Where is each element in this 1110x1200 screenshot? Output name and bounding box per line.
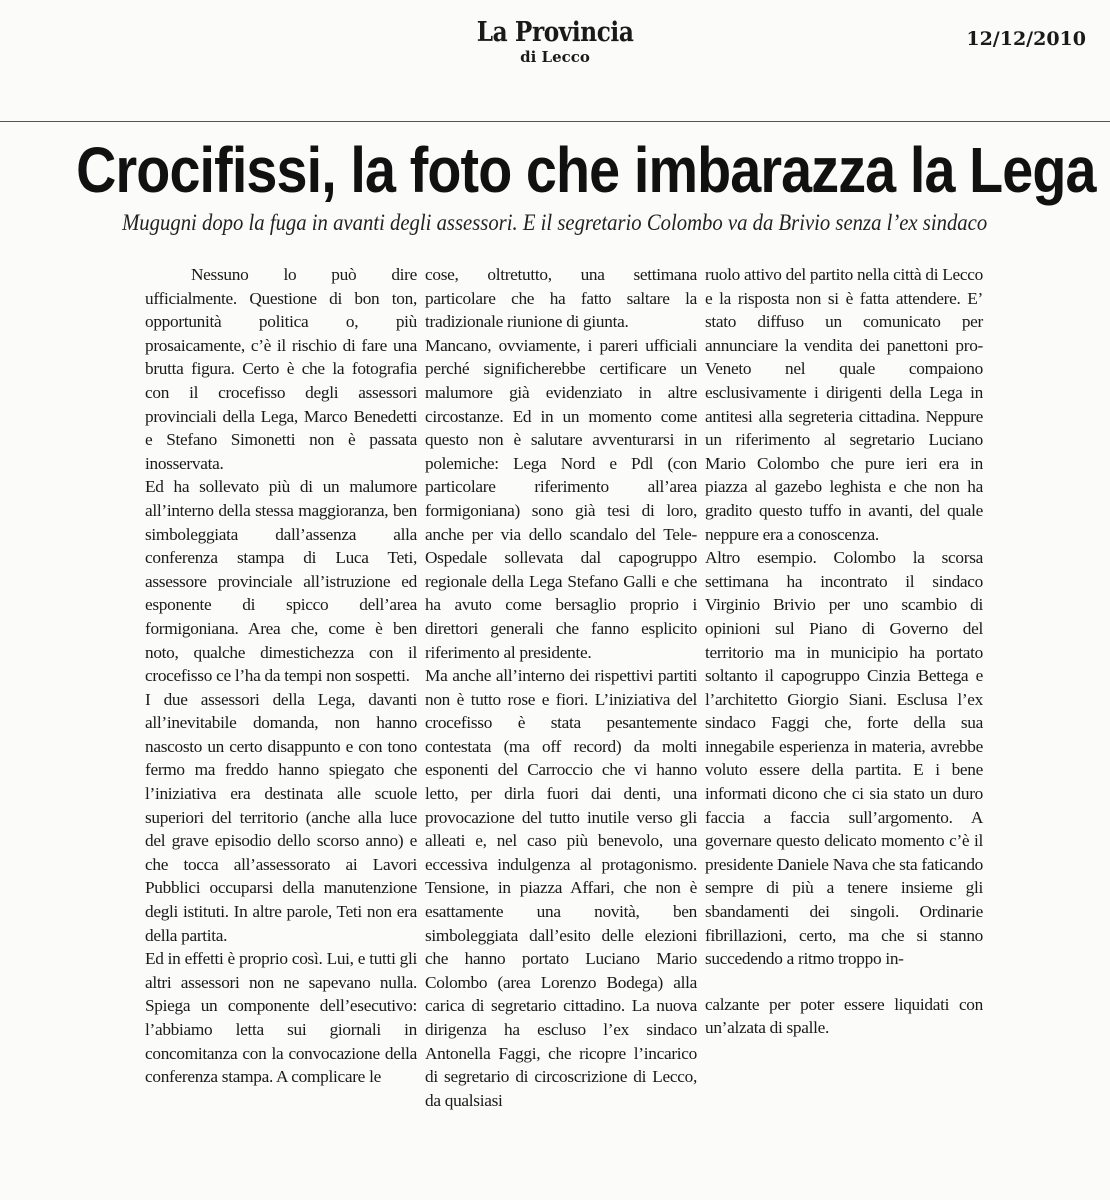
newspaper-city: di Lecco (520, 48, 590, 66)
newspaper-name: La Provincia (476, 17, 634, 48)
paragraph: Ed ha sollevato più di un malumore all’interno della stessa maggioranza, ben simboleggiata dall’assenza alla conferenza stampa di Luca Teti, assessore provinciale all’istruzione ed esponente di spicco dell’area formigoniana. Area che, come è ben noto, qualche dimestichezza con il crocefisso ce l’ha da tempi non sospetti. (145, 477, 417, 686)
paragraph: Altro esempio. Colombo la scorsa settimana ha incontrato il sindaco Virginio Brivio per uno scambio di opinioni sul Piano di Governo del territorio ma in municipio ha portato soltanto il capogruppo Cinzia Bettega e l’architetto Giorgio Siani. Esclusa l’ex sindaco Faggi che, forte della sua innegabile esperienza in materia, avrebbe voluto essere della partita. E i bene informati dicono che ci sia stato un duro faccia a faccia sull’argomento. A governare questo delicato momento c’è il presidente Daniele Nava che sta faticando sempre di più a tenere insieme gli sbandamenti dei singoli. Ordinarie fibrillazioni, certo, ma che si stanno succedendo a ritmo troppo in- (705, 548, 983, 969)
paragraph: ruolo attivo del partito nella città di Lecco e la risposta non si è fatta attendere. E’ stato diffuso un comunicato per annunciare la vendita dei panettoni pro-Veneto nel quale compaiono esclusivamente i dirigenti della Lega in antitesi alla segreteria cittadina. Neppure un riferimento al segretario Luciano Mario Colombo che pure ieri era in piazza al gazebo leghista e che non ha gradito questo tuffo in avanti, del quale neppure era a conoscenza. (705, 265, 983, 544)
paragraph: Mancano, ovviamente, i pareri ufficiali perché significherebbe certificare un malumore già evidenziato in altre circostanze. Ed in un momento come questo non è salutare avventurarsi in polemiche: Lega Nord e Pdl (con particolare riferimento all’area formigoniana) sono già tesi di loro, anche per via dello scandalo del Tele-Ospedale sollevata dal capogruppo regionale della Lega Stefano Galli e che ha avuto come bersaglio proprio i direttori generali che fanno esplicito riferimento al presidente. (425, 335, 697, 662)
publication-date: 12/12/2010 (966, 28, 1086, 50)
article-column-2 (425, 263, 697, 1112)
article-subhead-text: Mugugni dopo la fuga in avanti degli assessori. E il segretario Colombo va da Brivio senza l’ex sindaco (122, 210, 988, 235)
paragraph: I due assessori della Lega, davanti all’inevitabile domanda, non hanno nascosto un certo disappunto e con tono fermo ma freddo hanno spiegato che l’iniziativa era destinata alle scuole superiori del territorio (anche alla luce del grave episodio dello scorso anno) e che tocca all’assessorato ai Lavori Pubblici occuparsi della manutenzione degli istituti. In altre parole, Teti non era della partita. (145, 689, 417, 945)
paragraph: Ed in effetti è proprio così. Lui, e tutti gli altri assessori non ne sapevano nulla. Spiega un componente dell’esecutivo: l’abbiamo letta sui giornali in concomitanza con la convocazione della conferenza stampa. A complicare le (145, 949, 417, 1087)
article-column-1 (145, 263, 417, 1089)
header-divider (0, 121, 1110, 122)
article-subhead (0, 207, 1110, 239)
article-headline-text: Crocifissi, la foto che imbarazza la Lega (76, 134, 1096, 206)
paragraph: Nessuno lo può dire ufficialmente. Questione di bon ton, opportunità politica o, più prosaicamente, c’è il rischio di fare una brutta figura. Certo è che la fotografia con il crocefisso degli assessori provinciali della Lega, Marco Benedetti e Stefano Simonetti non è passata inosservata. (145, 265, 417, 473)
column-gap (705, 971, 983, 993)
paragraph: Ma anche all’interno dei rispettivi partiti non è tutto rose e fiori. L’iniziativa del crocefisso è stata pesantemente contestata (ma off record) da molti esponenti del Carroccio che vi hanno letto, per dirla fuori dai denti, una provocazione del tutto inutile verso gli alleati e, nel caso più benevolo, una eccessiva indulgenza al protagonismo. Tensione, in piazza Affari, che non è esattamente una novità, ben simboleggiata dall’esito delle elezioni che hanno portato Luciano Mario Colombo (area Lorenzo Bodega) alla carica di segretario cittadino. La nuova dirigenza ha escluso l’ex sindaco Antonella Faggi, che ricopre l’incarico di segretario di circoscrizione di Lecco, da qualsiasi (425, 666, 697, 1110)
paragraph: calzante per poter essere liquidati con un’alzata di spalle. (705, 994, 983, 1038)
article-headline (0, 130, 1110, 210)
paragraph: cose, oltretutto, una settimana particolare che ha fatto saltare la tradizionale riunione di giunta. (425, 265, 697, 332)
article-column-3 (705, 263, 983, 1040)
masthead (0, 18, 1110, 66)
